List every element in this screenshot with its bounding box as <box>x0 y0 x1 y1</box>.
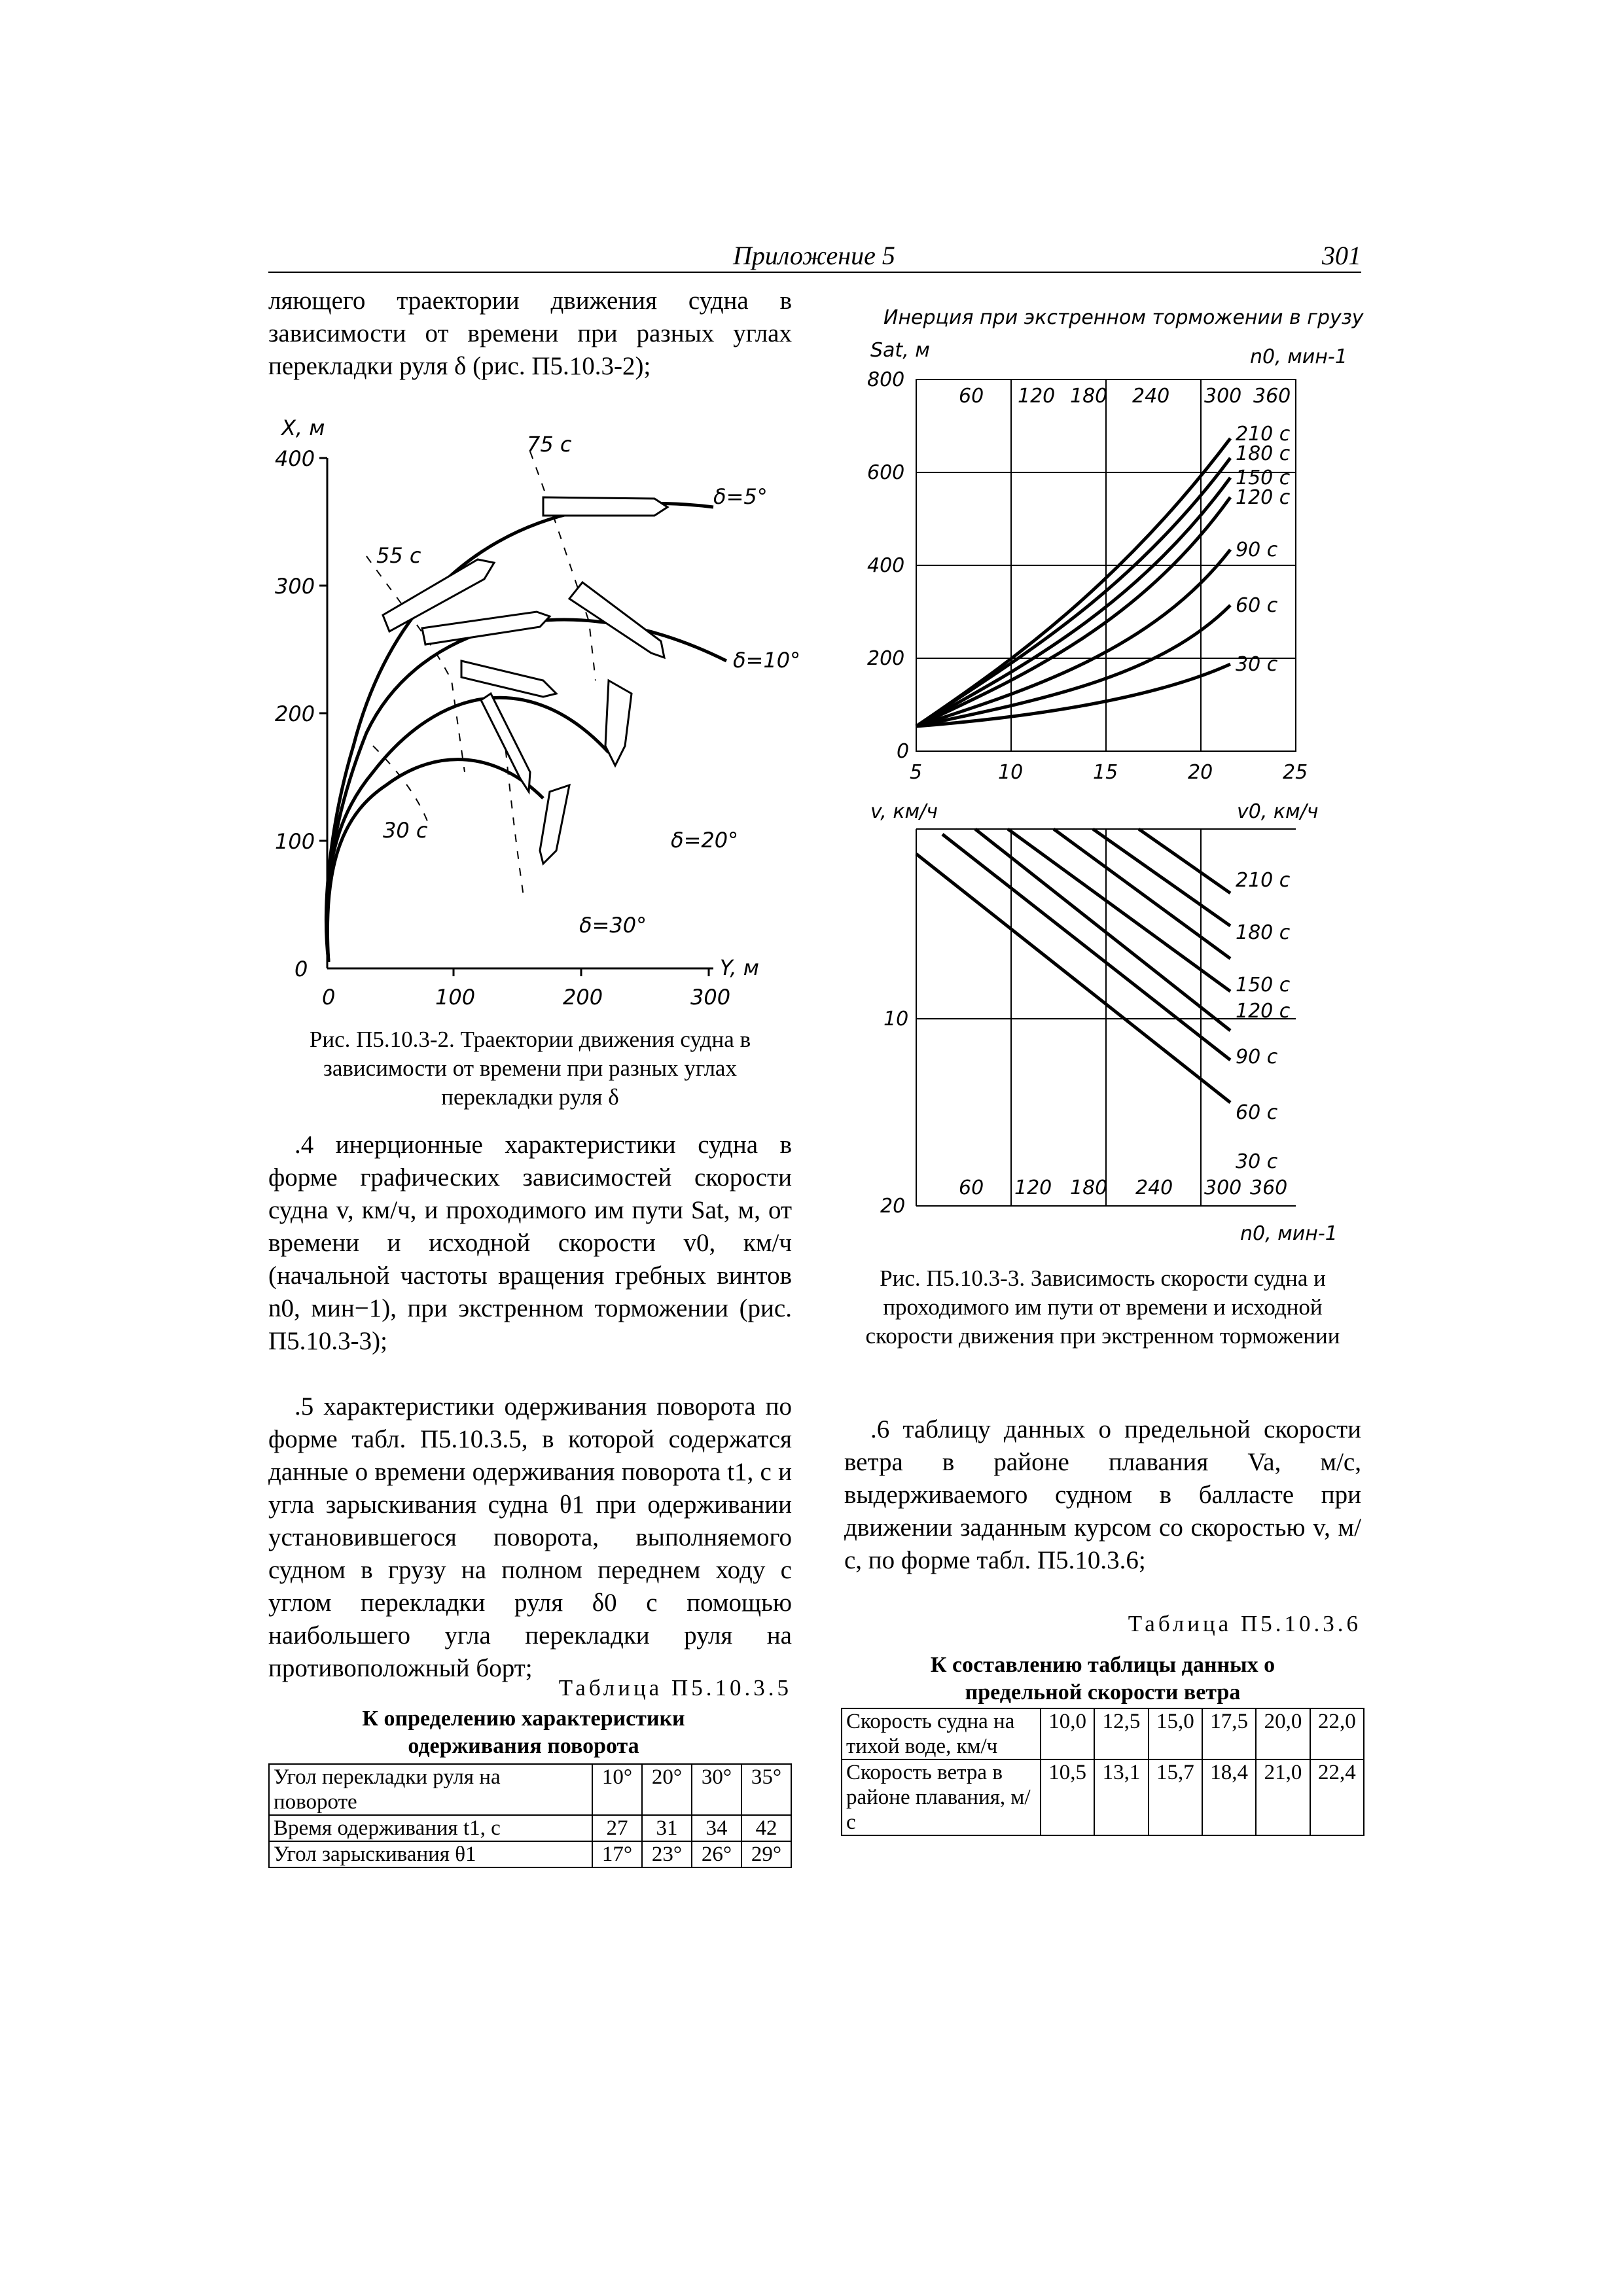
fig3-title: Инерция при экстренном торможении в грузу <box>883 306 1364 329</box>
time-label: 55 с <box>376 543 421 568</box>
fig3-top-y-tick: 0 <box>897 740 910 763</box>
fig3-top-series-label: 150 с <box>1236 467 1291 489</box>
fig3-top-y-tick: 600 <box>867 461 905 484</box>
fig3-top-x-tick: 25 <box>1283 761 1308 784</box>
curve-label: δ=5° <box>713 484 768 509</box>
fig2-caption: Рис. П5.10.3-2. Траектории движения судна в зависимости от времени при разных углах перекладки руля δ <box>309 1027 751 1110</box>
fig3-top-series-label: 30 с <box>1236 653 1278 676</box>
fig3-bottom-n0-label: n0, мин-1 <box>1240 1222 1338 1245</box>
fig3-bottom-series-label: 30 с <box>1236 1150 1278 1173</box>
table5 <box>268 1763 792 1868</box>
fig3-top-y-tick: 400 <box>867 554 905 577</box>
braking-figure <box>844 298 1364 1260</box>
fig3-bottom-y-tick: 10 <box>883 1008 909 1031</box>
fig2-y-tick: 400 <box>275 446 315 471</box>
fig3-top-series-label: 210 с <box>1236 423 1291 446</box>
page-number: 301 <box>1322 241 1361 270</box>
running-title: Приложение 5 <box>733 241 895 270</box>
fig3-top-x-tick: 15 <box>1093 761 1118 784</box>
fig3-bottom-series-label: 150 с <box>1236 974 1291 997</box>
fig3-top-x-tick: 10 <box>998 761 1024 784</box>
fig2-y-axis-label: X, м <box>281 415 325 440</box>
table-row: Скорость ветра в районе плавания, м/с 10,5 13,1 15,7 18,4 21,0 22,4 <box>842 1759 1364 1835</box>
fig3-bottom-y-label: v, км/ч <box>870 800 938 823</box>
fig3-top-y-tick: 200 <box>867 647 905 670</box>
fig3-bottom-n0-tick: 180 <box>1070 1176 1108 1199</box>
fig3-top-n0-label: n0, мин-1 <box>1250 345 1347 368</box>
table-row: Угол зарыскивания θ1 17° 23° 26° 29° <box>269 1841 791 1867</box>
fig2-y-tick: 200 <box>275 701 315 726</box>
fig3-top-y-label: Sat, м <box>870 339 930 362</box>
fig3-top-n0-tick: 180 <box>1070 385 1108 408</box>
fig3-top-n0-tick: 120 <box>1018 385 1056 408</box>
curve-label: δ=20° <box>671 828 739 853</box>
fig2-x-tick: 0 <box>322 985 336 1010</box>
curve-label: δ=10° <box>733 648 801 673</box>
intro-paragraph: ляющего траектории движения судна в зависимости от времени при разных углах перекладки руля δ (рис. П5.10.3-2); <box>268 287 792 380</box>
page-header <box>268 238 1361 273</box>
fig3-top-series-label: 180 с <box>1236 442 1291 465</box>
fig3-top-series-label: 120 с <box>1236 486 1291 509</box>
trajectory-figure <box>268 406 801 1010</box>
fig3-top-series-label: 60 с <box>1236 594 1278 617</box>
fig3-top-x-tick: 20 <box>1188 761 1213 784</box>
curve-label: δ=30° <box>579 913 647 938</box>
fig3-top-n0-tick: 240 <box>1132 385 1170 408</box>
table5-number: Таблица П5.10.3.5 <box>558 1675 792 1701</box>
table6-title: К составлению таблицы данных о предельной скорости ветра <box>930 1653 1275 1704</box>
fig3-top-n0-tick: 300 <box>1204 385 1242 408</box>
fig3-caption: Рис. П5.10.3-3. Зависимость скорости судна и проходимого им пути от времени и исходной скорости движения при экстренном торможении <box>865 1265 1340 1349</box>
table6-number: Таблица П5.10.3.6 <box>1128 1611 1361 1636</box>
fig3-top-series-label: 90 с <box>1236 539 1278 561</box>
fig3-bottom-n0-tick: 240 <box>1135 1176 1173 1199</box>
fig2-y-tick: 0 <box>294 957 308 981</box>
fig3-bottom-series-label: 120 с <box>1236 1000 1291 1023</box>
table-row: Скорость судна на тихой воде, км/ч 10,0 12,5 15,0 17,5 20,0 22,0 <box>842 1708 1364 1759</box>
fig2-x-tick: 300 <box>690 985 731 1010</box>
fig2-x-tick: 200 <box>563 985 603 1010</box>
fig3-top-x-tick: 5 <box>910 761 923 784</box>
item4-paragraph: .4 инерционные характеристики судна в форме графических зависимостей скорости судна v, км/ч, и проходимого им пути Sat, м, от времени и исходной скорости v0, км/ч (начальной частоты вращения гребных винтов n0, мин−1), при экстренном торможении (рис. П5.10.3-3); <box>268 1131 792 1355</box>
fig3-bottom-v0-label: v0, км/ч <box>1237 800 1319 823</box>
fig2-y-tick: 300 <box>275 574 315 599</box>
fig3-bottom-n0-tick: 60 <box>959 1176 984 1199</box>
fig2-y-tick: 100 <box>275 829 315 854</box>
fig3-bottom-n0-tick: 120 <box>1014 1176 1052 1199</box>
item5-paragraph: .5 характеристики одерживания поворота по форме табл. П5.10.3.5, в которой содержатся данные о времени одерживания поворота t1, с и угла зарыскивания судна θ1 при одерживании установившегося поворота, выполняемого судном в грузу на полном переднем ходу с углом перекладки руля δ0 с помощью наибольшего угла перекладки руля на противоположный борт; <box>268 1392 793 1682</box>
fig3-top-y-tick: 800 <box>867 368 905 391</box>
time-label: 75 с <box>527 432 572 457</box>
fig3-top-n0-tick: 60 <box>959 385 984 408</box>
item6-paragraph: .6 таблицу данных о предельной скорости ветра в районе плавания Va, м/с, выдерживаемого судном в балласте при движении заданным курсом со скоростью v, м/с, по форме табл. П5.10.3.6; <box>844 1415 1361 1574</box>
fig3-bottom-series-label: 60 с <box>1236 1101 1278 1124</box>
fig3-bottom-n0-tick: 300 <box>1204 1176 1242 1199</box>
table6 <box>841 1708 1364 1836</box>
fig3-bottom-y-tick: 20 <box>880 1195 906 1218</box>
fig3-bottom-series-label: 180 с <box>1236 921 1291 944</box>
fig3-top-n0-tick: 360 <box>1253 385 1291 408</box>
table-row: Время одерживания t1, с 27 31 34 42 <box>269 1815 791 1841</box>
fig3-bottom-series-label: 210 с <box>1236 869 1291 892</box>
fig2-x-tick: 100 <box>435 985 476 1010</box>
fig3-bottom-n0-tick: 360 <box>1250 1176 1288 1199</box>
table5-title: К определению характеристики одерживания поворота <box>362 1706 685 1758</box>
time-label: 30 с <box>383 818 428 843</box>
fig3-bottom-series-label: 90 с <box>1236 1046 1278 1069</box>
table-row: Угол перекладки руля на повороте 10° 20° 30° 35° <box>269 1764 791 1815</box>
fig2-x-axis-label: Y, м <box>720 955 759 980</box>
